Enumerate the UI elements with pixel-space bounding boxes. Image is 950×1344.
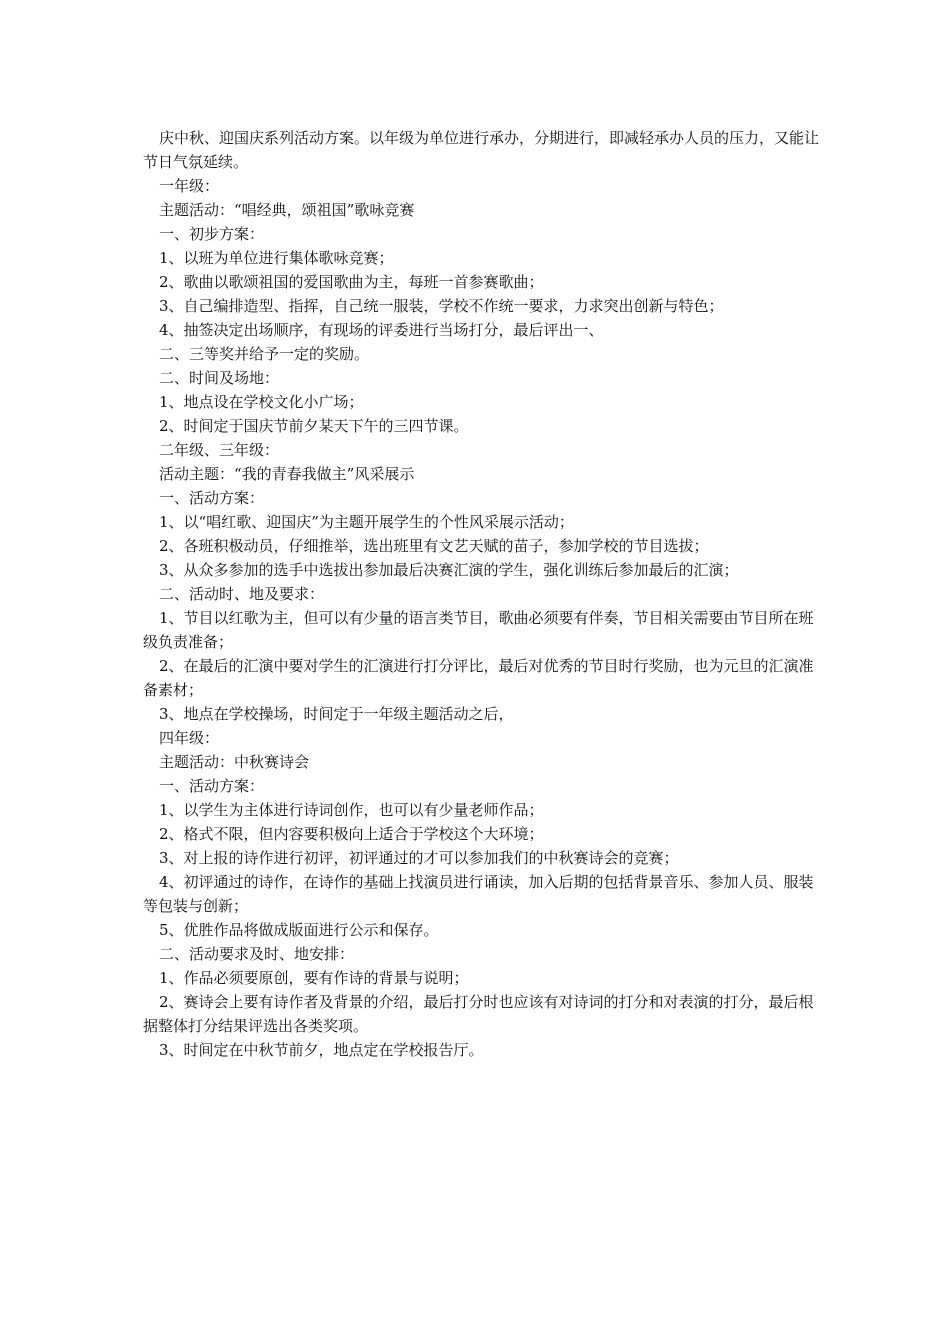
list-item: 3、从众多参加的选手中选拔出参加最后决赛汇演的学生，强化训练后参加最后的汇演； [159,561,739,579]
heading-grade-two-three: 二年级、三年级： [159,441,280,459]
theme-grade-one: 主题活动：“唱经典，颂祖国”歌咏竞赛 [159,201,415,219]
list-item: 5、优胜作品将做成版面进行公示和保存。 [159,921,439,939]
section-heading: 一、初步方案： [159,225,265,243]
list-item: 4、抽签决定出场顺序，有现场的评委进行当场打分，最后评出一、 [159,321,604,339]
list-item: 2、时间定于国庆节前夕某天下午的三四节课。 [159,417,469,435]
heading-grade-four: 四年级： [159,729,220,747]
list-item: 3、时间定在中秋节前夕，地点定在学校报告厅。 [159,1041,484,1059]
heading-grade-one: 一年级： [159,177,220,195]
list-item: 2、格式不限，但内容要积极向上适合于学校这个大环境； [159,825,544,843]
list-item: 2、在最后的汇演中要对学生的汇演进行打分评比，最后对优秀的节目时行奖励，也为元旦的汇演准备素材； [143,657,814,699]
list-item: 3、对上报的诗作进行初评，初评通过的才可以参加我们的中秋赛诗会的竞赛； [159,849,679,867]
list-item: 1、以班为单位进行集体歌咏竞赛； [159,249,394,267]
list-item: 3、自己编排造型、指挥，自己统一服装，学校不作统一要求，力求突出创新与特色； [159,297,724,315]
list-item: 1、作品必须要原创，要有作诗的背景与说明； [159,969,469,987]
list-item: 1、地点设在学校文化小广场； [159,393,364,411]
theme-grade-two-three: 活动主题：“我的青春我做主”风采展示 [159,465,415,483]
paragraph-intro: 庆中秋、迎国庆系列活动方案。以年级为单位进行承办，分期进行，即减轻承办人员的压力，又能让节日气氛延续。 [143,129,820,171]
section-heading: 二、活动时、地及要求： [159,585,325,603]
section-heading: 一、活动方案： [159,777,265,795]
document-body [143,126,823,1062]
section-heading: 一、活动方案： [159,489,265,507]
list-item: 2、赛诗会上要有诗作者及背景的介绍，最后打分时也应该有对诗词的打分和对表演的打分，最后根据整体打分结果评选出各类奖项。 [143,993,814,1035]
list-item: 2、各班积极动员，仔细推举，选出班里有文艺天赋的苗子，参加学校的节目选拔； [159,537,709,555]
list-item: 4、初评通过的诗作，在诗作的基础上找演员进行诵读，加入后期的包括背景音乐、参加人员、服装等包装与创新； [143,873,814,915]
list-item: 1、节目以红歌为主，但可以有少量的语言类节目，歌曲必须要有伴奏，节目相关需要由节目所在班级负责准备； [143,609,814,651]
list-item: 二、三等奖并给予一定的奖励。 [159,345,370,363]
list-item: 1、以“唱红歌、迎国庆”为主题开展学生的个性风采展示活动； [159,513,574,531]
section-heading: 二、活动要求及时、地安排： [159,945,355,963]
list-item: 2、歌曲以歌颂祖国的爱国歌曲为主，每班一首参赛歌曲； [159,273,544,291]
section-heading: 二、时间及场地： [159,369,280,387]
list-item: 3、地点在学校操场，时间定于一年级主题活动之后， [159,705,514,723]
theme-grade-four: 主题活动：中秋赛诗会 [159,753,310,771]
list-item: 1、以学生为主体进行诗词创作，也可以有少量老师作品； [159,801,544,819]
